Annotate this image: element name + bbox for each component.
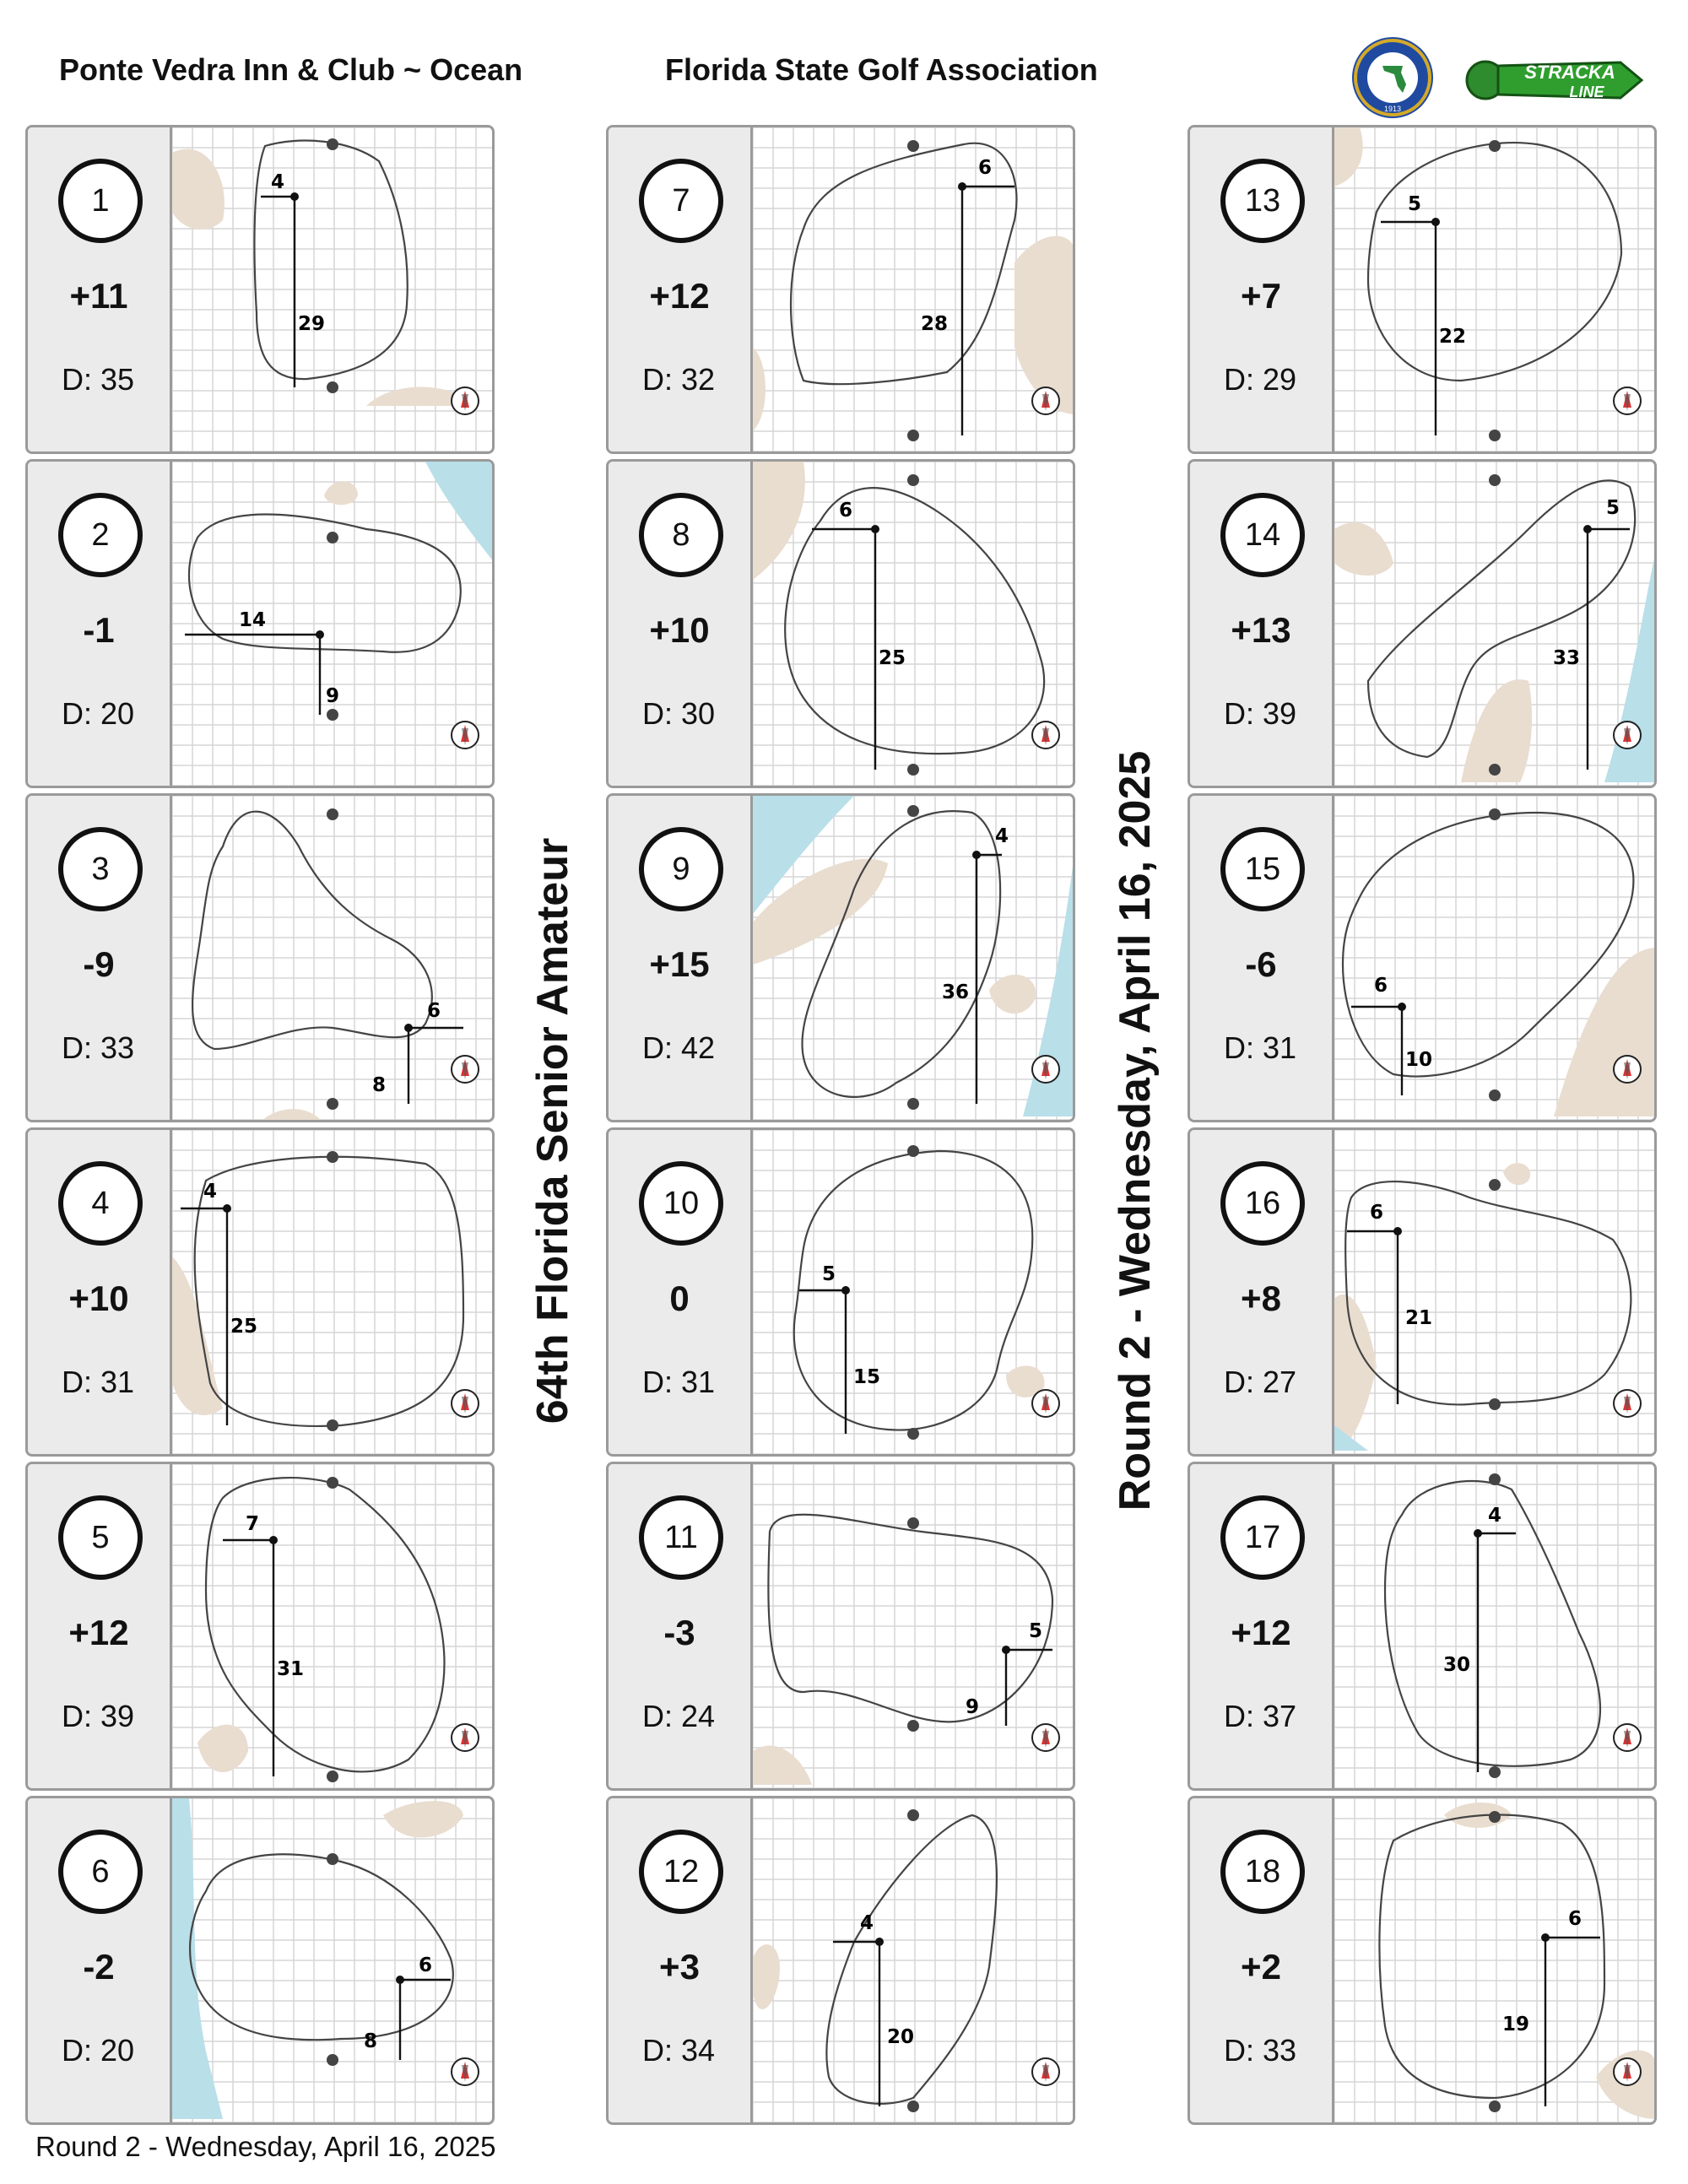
bunker (172, 149, 225, 229)
compass-icon (452, 1056, 479, 1083)
green-endpoint (907, 1720, 919, 1732)
pin-position (972, 851, 981, 859)
hole-card-18 (1188, 1796, 1657, 2125)
green-endpoint (907, 140, 919, 152)
pin-depth-label: 28 (920, 313, 949, 335)
hole-number: 2 (91, 516, 110, 553)
compass-icon (452, 387, 479, 414)
green-endpoint (327, 808, 338, 820)
hole-card-2 (25, 459, 495, 788)
green-endpoint (907, 474, 919, 486)
compass-icon (1614, 722, 1641, 749)
hole-number-badge (58, 827, 143, 911)
green-endpoint (327, 1770, 338, 1782)
hole-number-badge (639, 1495, 723, 1580)
hole-info-panel (609, 1798, 753, 2122)
green-endpoint (327, 1151, 338, 1163)
pin-position (223, 1204, 231, 1213)
pin-offset-label: 6 (1567, 1908, 1582, 1930)
green-outline (1368, 143, 1621, 381)
green-diagram (753, 1464, 1075, 1788)
hole-number-badge (639, 1161, 723, 1246)
hole-score: +12 (649, 276, 710, 316)
hole-info-panel (609, 1130, 753, 1454)
compass-icon (1614, 2058, 1641, 2085)
hole-number: 17 (1244, 1519, 1281, 1555)
green-depth: D: 30 (642, 696, 716, 731)
pin-offset-label: 6 (977, 157, 993, 179)
green-diagram (172, 462, 495, 786)
pin-position (1002, 1646, 1010, 1654)
footer-round: Round 2 - Wednesday, April 16, 2025 (35, 2131, 496, 2162)
pin-offset-label: 7 (245, 1513, 260, 1535)
hole-number-badge (1220, 1830, 1305, 1914)
green-endpoint (907, 1517, 919, 1529)
bunker (1334, 127, 1363, 187)
hole-number: 18 (1244, 1853, 1281, 1889)
bunker (1334, 1295, 1377, 1451)
compass-icon (1614, 1056, 1641, 1083)
hole-info-panel (1190, 1130, 1334, 1454)
hole-number: 15 (1244, 851, 1281, 887)
hole-number: 16 (1244, 1185, 1281, 1221)
green-depth: D: 37 (1224, 1699, 1297, 1733)
pin-depth-label: 22 (1438, 326, 1467, 348)
hole-score: +2 (1241, 1947, 1281, 1987)
bunker (197, 1725, 248, 1772)
hole-number-badge (58, 493, 143, 577)
green-endpoint (1489, 1766, 1501, 1778)
green-endpoint (907, 1098, 919, 1110)
hole-card-7 (606, 125, 1075, 454)
pin-depth-label: 36 (941, 981, 970, 1003)
bunker (1554, 948, 1657, 1116)
hole-number-badge (1220, 159, 1305, 243)
pin-depth-label: 15 (852, 1366, 881, 1388)
pin-offset-label: 6 (838, 500, 853, 522)
hole-number-badge (58, 1830, 143, 1914)
green-endpoint (327, 1419, 338, 1431)
green-area (172, 1464, 495, 1788)
compass-icon (1032, 387, 1059, 414)
pin-position (1583, 525, 1592, 533)
holes-column-3 (1188, 125, 1660, 2130)
green-endpoint (327, 1853, 338, 1865)
hole-score: 0 (669, 1279, 690, 1318)
hole-info-panel (28, 1798, 172, 2122)
hole-card-11 (606, 1462, 1075, 1791)
pin-position (871, 525, 879, 533)
compass-icon (1032, 1056, 1059, 1083)
pin-offset-label: 5 (1407, 193, 1422, 215)
green-diagram (753, 462, 1075, 786)
green-outline (190, 1854, 453, 2040)
pin-offset-label: 5 (1605, 497, 1620, 519)
pin-position (841, 1286, 850, 1295)
green-depth: D: 32 (642, 362, 716, 397)
green-area (172, 1798, 495, 2122)
pin-offset-label: 4 (994, 825, 1009, 847)
green-depth: D: 35 (62, 362, 135, 397)
green-endpoint (907, 1428, 919, 1440)
green-area (1334, 796, 1657, 1120)
green-depth: D: 29 (1224, 362, 1297, 397)
green-endpoint (1489, 1179, 1501, 1191)
hole-card-16 (1188, 1127, 1657, 1457)
hole-number: 4 (91, 1185, 110, 1221)
green-depth: D: 42 (642, 1030, 716, 1065)
green-area (172, 127, 495, 451)
compass-icon (452, 2058, 479, 2085)
hole-score: -3 (663, 1613, 695, 1652)
green-endpoint (1489, 140, 1501, 152)
pin-position (404, 1024, 413, 1032)
pin-depth-label: 9 (325, 685, 340, 707)
hole-card-15 (1188, 793, 1657, 1122)
hole-info-panel (28, 796, 172, 1120)
green-outline (1345, 1181, 1631, 1404)
green-endpoint (1489, 474, 1501, 486)
hole-card-9 (606, 793, 1075, 1122)
hole-score: +7 (1241, 276, 1281, 316)
svg-text:LINE: LINE (1569, 84, 1604, 100)
green-endpoint (907, 805, 919, 817)
green-endpoint (1489, 1811, 1501, 1823)
pin-depth-label: 31 (276, 1658, 305, 1680)
hole-info-panel (609, 462, 753, 786)
bunker (753, 1944, 780, 2009)
pin-position (1541, 1933, 1550, 1942)
green-endpoint (907, 1145, 919, 1157)
hole-number: 5 (91, 1519, 110, 1555)
hole-card-6 (25, 1796, 495, 2125)
green-diagram (172, 1798, 495, 2122)
hole-score: -1 (83, 610, 115, 650)
green-area (753, 1798, 1075, 2122)
hole-number: 11 (664, 1519, 698, 1555)
green-diagram (753, 796, 1075, 1120)
bunker (753, 1746, 812, 1785)
hole-number-badge (1220, 827, 1305, 911)
bunker (1334, 522, 1393, 576)
green-depth: D: 24 (642, 1699, 716, 1733)
bunker (1503, 1163, 1530, 1185)
green-area (1334, 1130, 1657, 1454)
hole-number: 1 (91, 182, 110, 219)
hole-number: 6 (91, 1853, 110, 1889)
compass-icon (452, 1724, 479, 1751)
bunker (324, 481, 358, 505)
hole-score: +15 (649, 944, 710, 984)
green-endpoint (1489, 1398, 1501, 1410)
green-endpoint (907, 764, 919, 776)
pin-position (1398, 1003, 1406, 1011)
green-endpoint (1489, 430, 1501, 441)
green-area (753, 127, 1075, 451)
hole-info-panel (28, 127, 172, 451)
green-area (1334, 462, 1657, 786)
green-area (172, 462, 495, 786)
green-area (172, 796, 495, 1120)
hole-number-badge (1220, 1495, 1305, 1580)
green-diagram (753, 1130, 1075, 1454)
hole-number: 7 (672, 182, 690, 219)
hole-number: 8 (672, 516, 690, 553)
hole-info-panel (609, 127, 753, 451)
hole-score: -9 (83, 944, 115, 984)
compass-icon (1614, 1724, 1641, 1751)
hole-number-badge (58, 159, 143, 243)
holes-column-2 (606, 125, 1079, 2130)
hole-number: 13 (1244, 182, 1281, 219)
green-diagram (1334, 1464, 1657, 1788)
green-area (753, 796, 1075, 1120)
hole-info-panel (1190, 796, 1334, 1120)
green-depth: D: 33 (62, 1030, 135, 1065)
green-endpoint (327, 381, 338, 393)
green-diagram (1334, 127, 1657, 451)
pin-position (316, 630, 324, 639)
pin-depth-label: 20 (886, 2026, 915, 2048)
green-endpoint (327, 709, 338, 721)
compass-icon (1614, 387, 1641, 414)
compass-icon (1032, 722, 1059, 749)
hole-card-3 (25, 793, 495, 1122)
green-area (753, 1130, 1075, 1454)
green-diagram (172, 127, 495, 451)
green-depth: D: 27 (1224, 1365, 1297, 1399)
green-endpoint (1489, 1473, 1501, 1485)
hole-number: 10 (663, 1185, 700, 1221)
green-area (753, 1464, 1075, 1788)
pin-offset-label: 6 (418, 1954, 433, 1976)
green-area (172, 1130, 495, 1454)
green-area (1334, 127, 1657, 451)
stracka-line-logo (1460, 51, 1646, 110)
pin-depth-label: 33 (1552, 647, 1581, 669)
hole-info-panel (1190, 1464, 1334, 1788)
pin-depth-label: 29 (297, 313, 326, 335)
pin-offset-label: 5 (821, 1263, 836, 1285)
water-hazard (172, 1798, 223, 2119)
hole-info-panel (28, 1130, 172, 1454)
green-outline (1379, 1815, 1604, 2098)
hole-card-17 (1188, 1462, 1657, 1791)
green-depth: D: 31 (1224, 1030, 1297, 1065)
green-diagram (172, 1130, 495, 1454)
hole-info-panel (1190, 1798, 1334, 2122)
green-depth: D: 20 (62, 696, 135, 731)
green-diagram (1334, 796, 1657, 1120)
compass-icon (1614, 1390, 1641, 1417)
pin-position (1431, 218, 1440, 226)
pin-offset-label: 4 (859, 1912, 874, 1934)
hole-number: 3 (91, 851, 110, 887)
bunker (753, 347, 766, 431)
hole-score: +3 (659, 1947, 700, 1987)
green-endpoint (327, 1477, 338, 1489)
hole-number-badge (58, 1495, 143, 1580)
holes-column-1 (25, 125, 498, 2130)
hole-info-panel (609, 1464, 753, 1788)
hole-score: -6 (1245, 944, 1277, 984)
hole-info-panel (609, 796, 753, 1120)
green-endpoint (1489, 1089, 1501, 1101)
association-name: Florida State Golf Association (665, 52, 1098, 87)
green-endpoint (327, 138, 338, 150)
pin-offset-label: 6 (1373, 975, 1388, 997)
green-area (1334, 1798, 1657, 2122)
green-depth: D: 34 (642, 2033, 716, 2068)
event-title: 64th Florida Senior Amateur (528, 837, 577, 1424)
course-name: Ponte Vedra Inn & Club ~ Ocean (59, 52, 523, 87)
hole-card-4 (25, 1127, 495, 1457)
fsga-logo (1350, 35, 1435, 120)
pin-offset-label: 6 (1369, 1202, 1384, 1224)
green-endpoint (327, 532, 338, 543)
pin-depth-label: 10 (1404, 1049, 1433, 1071)
hole-score: +10 (68, 1279, 129, 1318)
green-depth: D: 33 (1224, 2033, 1297, 2068)
hole-number: 9 (672, 851, 690, 887)
compass-icon (452, 1390, 479, 1417)
pin-offset-label: 14 (238, 609, 267, 631)
pin-position (875, 1938, 884, 1946)
green-depth: D: 31 (62, 1365, 135, 1399)
green-depth: D: 20 (62, 2033, 135, 2068)
pin-depth-label: 25 (878, 647, 906, 669)
hole-card-10 (606, 1127, 1075, 1457)
green-diagram (753, 127, 1075, 451)
pin-depth-label: 21 (1404, 1307, 1433, 1329)
pin-position (269, 1536, 278, 1544)
pin-offset-label: 4 (1487, 1505, 1502, 1527)
green-diagram (1334, 462, 1657, 786)
hole-score: +10 (649, 610, 710, 650)
hole-number-badge (1220, 1161, 1305, 1246)
pin-offset-label: 6 (426, 1000, 441, 1022)
green-endpoint (907, 1809, 919, 1821)
green-endpoint (1489, 2100, 1501, 2112)
green-depth: D: 39 (1224, 696, 1297, 731)
pin-offset-label: 4 (270, 171, 285, 193)
hole-number-badge (1220, 493, 1305, 577)
green-endpoint (1489, 808, 1501, 820)
pin-depth-label: 9 (965, 1696, 980, 1718)
green-endpoint (907, 2100, 919, 2112)
hole-number-badge (639, 493, 723, 577)
hole-info-panel (1190, 127, 1334, 451)
green-area (1334, 1464, 1657, 1788)
pin-offset-label: 4 (203, 1181, 218, 1203)
pin-depth-label: 8 (363, 2030, 378, 2052)
pin-position (958, 182, 966, 191)
hole-score: +12 (68, 1613, 129, 1652)
pin-depth-label: 30 (1442, 1654, 1471, 1676)
green-area (753, 462, 1075, 786)
pin-position (1474, 1529, 1482, 1538)
green-depth: D: 31 (642, 1365, 716, 1399)
hole-info-panel (1190, 462, 1334, 786)
green-outline (802, 811, 1000, 1097)
compass-icon (1032, 1724, 1059, 1751)
green-outline (791, 143, 1017, 384)
hole-number-badge (58, 1161, 143, 1246)
hole-score: +8 (1241, 1279, 1281, 1318)
compass-icon (1032, 1390, 1059, 1417)
green-depth: D: 39 (62, 1699, 135, 1733)
hole-info-panel (28, 1464, 172, 1788)
hole-score: -2 (83, 1947, 115, 1987)
hole-card-12 (606, 1796, 1075, 2125)
green-endpoint (1489, 764, 1501, 776)
green-endpoint (327, 1098, 338, 1110)
green-diagram (1334, 1798, 1657, 2122)
hole-card-14 (1188, 459, 1657, 788)
hole-number-badge (639, 159, 723, 243)
hole-card-5 (25, 1462, 495, 1791)
green-diagram (172, 796, 495, 1120)
pin-position (1393, 1227, 1402, 1235)
pin-position (396, 1976, 404, 1984)
green-endpoint (907, 430, 919, 441)
hole-card-1 (25, 125, 495, 454)
hole-score: +12 (1231, 1613, 1291, 1652)
pin-depth-label: 25 (230, 1316, 258, 1338)
green-diagram (172, 1464, 495, 1788)
hole-score: +11 (69, 276, 128, 316)
green-outline (192, 812, 432, 1049)
hole-number-badge (639, 827, 723, 911)
green-diagram (753, 1798, 1075, 2122)
compass-icon (452, 722, 479, 749)
pin-position (290, 192, 299, 201)
hole-number-badge (639, 1830, 723, 1914)
hole-card-8 (606, 459, 1075, 788)
hole-score: +13 (1231, 610, 1291, 650)
svg-text:1913: 1913 (1383, 105, 1402, 113)
compass-icon (1032, 2058, 1059, 2085)
hole-number: 12 (663, 1853, 700, 1889)
hole-card-13 (1188, 125, 1657, 454)
hole-info-panel (28, 462, 172, 786)
green-diagram (1334, 1130, 1657, 1454)
hole-number: 14 (1244, 516, 1281, 553)
green-endpoint (327, 2054, 338, 2066)
svg-text:STRACKA: STRACKA (1524, 62, 1615, 83)
pin-depth-label: 19 (1501, 2014, 1530, 2035)
pin-offset-label: 5 (1028, 1620, 1043, 1642)
pin-depth-label: 8 (371, 1074, 387, 1096)
round-title: Round 2 - Wednesday, April 16, 2025 (1111, 750, 1160, 1511)
